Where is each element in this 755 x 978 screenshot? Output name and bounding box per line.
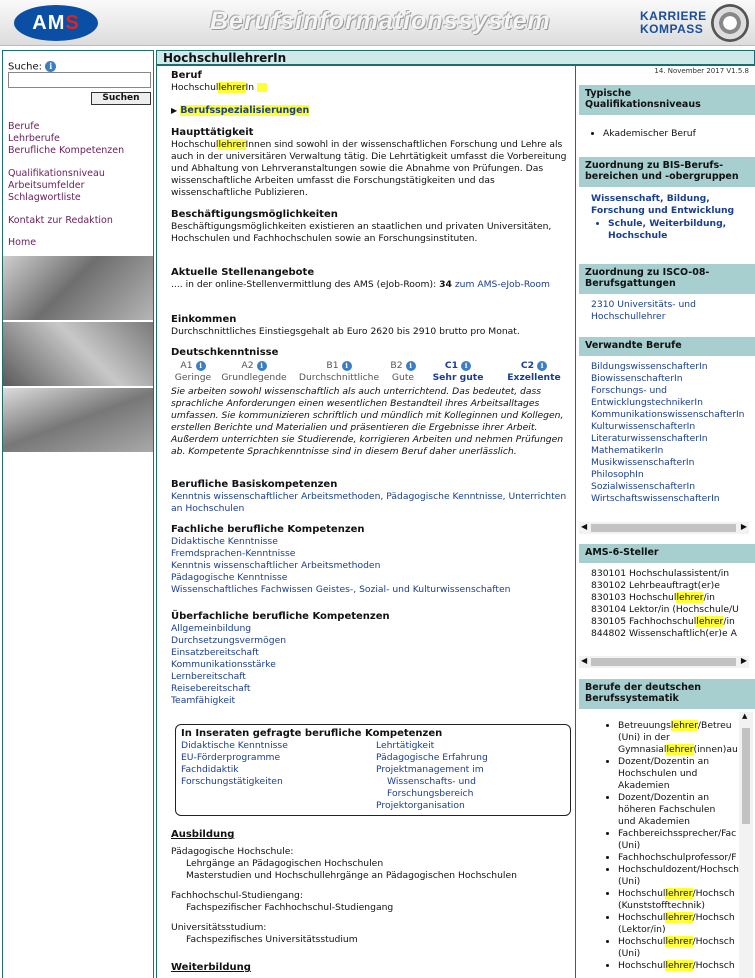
scroll-right-icon[interactable]: ▶ bbox=[740, 522, 747, 531]
level-c2: C2 i Exzellente bbox=[507, 360, 561, 383]
verwandt-item[interactable]: EntwicklungstechnikerIn bbox=[591, 397, 703, 408]
ams6-item[interactable]: 830104 Lektor/in (Hochschule/U bbox=[591, 604, 739, 615]
systematik-item[interactable]: • Fachhochschulprofessor/F bbox=[618, 852, 739, 864]
verwandt-item[interactable]: LiteraturwissenschafterIn bbox=[591, 433, 708, 444]
ams6-list bbox=[591, 568, 755, 640]
scroll-thumb[interactable] bbox=[742, 728, 750, 824]
level-a2: A2 i Grundlegende bbox=[221, 360, 287, 383]
info-icon[interactable]: i bbox=[342, 361, 352, 371]
scroll-thumb[interactable] bbox=[591, 524, 736, 532]
beruf-heading: Beruf bbox=[171, 70, 202, 81]
level-b2: B2 i Gute bbox=[390, 360, 415, 383]
systematik-scrollbar[interactable] bbox=[739, 712, 753, 978]
besch-text: Beschäftigungsmöglichkeiten existieren an staatlichen und privaten Universitäten, Hochschulen und Fachhochschulen sowie an Forschungsinstituten. bbox=[171, 221, 552, 244]
scroll-left-icon[interactable]: ◀ bbox=[581, 656, 588, 665]
deutsch-heading: Deutschkenntnisse bbox=[171, 347, 279, 358]
ueber-item[interactable]: Einsatzbereitschaft bbox=[171, 647, 259, 658]
ausb-group-title: Pädagogische Hochschule: bbox=[171, 846, 294, 857]
systematik-item[interactable]: • Hochschullehrer/Hochsch bbox=[618, 960, 739, 972]
ueber-item[interactable]: Allgemeinbildung bbox=[171, 623, 252, 634]
ams6-item[interactable]: 830102 Lehrbeauftragt(er)e bbox=[591, 580, 720, 591]
verwandt-item[interactable]: BiowissenschafterIn bbox=[591, 373, 683, 384]
inserate-item[interactable]: EU-Förderprogramme bbox=[181, 752, 281, 763]
photo-group bbox=[3, 388, 153, 452]
karriere-kompass-logo[interactable]: KARRIERE KOMPASS bbox=[640, 9, 707, 36]
eink-text: Durchschnittliches Einstiegsgehalt ab Euro 2620 bis 2910 brutto pro Monat. bbox=[171, 326, 520, 337]
inserate-item[interactable]: Projektorganisation bbox=[376, 800, 465, 811]
verwandt-item[interactable]: SozialwissenschafterIn bbox=[591, 481, 696, 492]
systematik-item[interactable]: • Fachbereichssprecher/Fac (Uni) bbox=[618, 828, 739, 852]
sidebar-item-kompetenzen[interactable]: Berufliche Kompetenzen bbox=[8, 145, 125, 156]
ams6-item[interactable]: 844802 Wissenschaftlich(er)e A bbox=[591, 628, 737, 639]
inserate-item[interactable]: Fachdidaktik bbox=[181, 764, 239, 775]
triangle-icon: ▶ bbox=[171, 106, 178, 115]
sidebar-item-qualifikationsniveau[interactable]: Qualifikationsniveau bbox=[8, 168, 105, 179]
ams6-item[interactable]: 830103 Hochschullehrer/in bbox=[591, 592, 715, 603]
stellen-heading: Aktuelle Stellenangebote bbox=[171, 267, 315, 278]
sidebar-item-schlagwortliste[interactable]: Schlagwortliste bbox=[8, 192, 81, 203]
bis-main[interactable]: Wissenschaft, Bildung, Forschung und Entwicklung bbox=[591, 193, 735, 216]
inserate-item[interactable]: Didaktische Kenntnisse bbox=[181, 740, 288, 751]
weiterbildung-heading: Weiterbildung bbox=[171, 962, 251, 973]
isco-heading: Zuordnung zu ISCO-08-Berufsgattungen bbox=[579, 264, 755, 294]
ejob-link[interactable]: zum AMS-eJob-Room bbox=[454, 279, 550, 290]
beruf-name: HochschullehrerIn bbox=[171, 82, 571, 94]
scroll-left-icon[interactable]: ◀ bbox=[581, 522, 588, 531]
ausb-item: Lehrgänge an Pädagogischen Hochschulen bbox=[186, 858, 384, 869]
fach-item[interactable]: Wissenschaftliches Fachwissen Geistes-, Sozial- und Kulturwissenschaften bbox=[171, 584, 511, 595]
sidebar-item-arbeitsumfelder[interactable]: Arbeitsumfelder bbox=[8, 180, 85, 191]
inserate-item[interactable]: Lehrtätigkeit bbox=[376, 740, 435, 751]
systematik-item[interactable]: • Betreuungslehrer/Betreu (Uni) in der Gymnasiallehrer(innen)au bbox=[618, 720, 739, 756]
isco-item[interactable]: 2310 Universitäts- und Hochschullehrer bbox=[591, 299, 696, 322]
verwandt-heading: Verwandte Berufe bbox=[579, 337, 755, 356]
level-c1: C1 i Sehr gute bbox=[432, 360, 484, 383]
systematik-item[interactable]: • Hochschullehrer/Hochsch (Lektor/in) bbox=[618, 912, 739, 936]
photo-lecture bbox=[3, 256, 153, 320]
qual-list bbox=[591, 128, 755, 140]
search-input[interactable] bbox=[8, 72, 151, 88]
marker-icon bbox=[257, 83, 267, 92]
info-icon[interactable]: i bbox=[537, 361, 547, 371]
system-title: Berufsinformationssystem bbox=[210, 7, 551, 35]
search-button[interactable]: Suchen bbox=[91, 92, 151, 105]
ausbildung-heading: Ausbildung bbox=[171, 829, 235, 840]
search-label: Suche: i bbox=[8, 61, 56, 73]
ausb-item: Masterstudien und Hochschullehrgänge an Pädagogischen Hochschulen bbox=[186, 870, 517, 881]
inserate-item[interactable]: Projektmanagement im bbox=[376, 764, 484, 775]
ausb-item: Fachspezifischer Fachhochschul-Studiengang bbox=[186, 902, 394, 913]
ueber-item[interactable]: Lernbereitschaft bbox=[171, 671, 246, 682]
ams6-item[interactable]: 830105 Fachhochschullehrer/in bbox=[591, 616, 735, 627]
photo-collage bbox=[3, 256, 153, 453]
haupt-text: HochschullehrerInnen sind sowohl in der wissenschaftlichen Forschung und Lehre als auch in der universitären Verwaltung tätig. Die Lehrtätigkeit umfasst die Vorbereitung und Abhaltung von Lehrveranstaltungen sowie die Abnahme von Prüfungen. Das wissenschaftliche Arbeiten umfasst die Forschungstätigkeiten und das wissenschaftliche Publizieren. bbox=[171, 139, 567, 198]
sidebar-item-home[interactable]: Home bbox=[8, 237, 37, 248]
verwandt-item[interactable]: Forschungs- und bbox=[591, 385, 667, 396]
qual-heading: Typische Qualifikationsniveaus bbox=[579, 85, 755, 115]
ueber-item[interactable]: Kommunikationsstärke bbox=[171, 659, 276, 670]
version-label: 14. November 2017 V1.5.8 bbox=[654, 67, 749, 75]
fach-item[interactable]: Pädagogische Kenntnisse bbox=[171, 572, 288, 583]
compass-icon bbox=[711, 4, 749, 42]
verwandt-item[interactable]: BildungswissenschafterIn bbox=[591, 361, 708, 372]
fach-item[interactable]: Didaktische Kenntnisse bbox=[171, 536, 278, 547]
ams6-heading: AMS-6-Steller bbox=[579, 544, 755, 563]
right-sidebar bbox=[575, 66, 755, 978]
level-a1: A1 i Geringe bbox=[174, 360, 212, 383]
sidebar-item-lehrberufe[interactable]: Lehrberufe bbox=[8, 133, 60, 144]
systematik-item[interactable]: • Hochschullehrer/Hochsch (Kunststofftechnik) bbox=[618, 888, 739, 912]
basis-text[interactable]: Kenntnis wissenschaftlicher Arbeitsmethoden, Pädagogische Kenntnisse, Unterrichten an Hochschulen bbox=[171, 491, 567, 514]
verwandt-item[interactable]: MusikwissenschafterIn bbox=[591, 457, 695, 468]
fach-item[interactable]: Fremdsprachen-Kenntnisse bbox=[171, 548, 296, 559]
systematik-list bbox=[606, 720, 739, 972]
ams-logo[interactable]: AMS bbox=[14, 5, 98, 41]
verwandt-item[interactable]: PhilosophIn bbox=[591, 469, 644, 480]
level-b1: B1 i Durchschnittliche bbox=[298, 360, 380, 383]
verwandt-item[interactable]: KommunikationswissenschafterIn bbox=[591, 409, 745, 420]
ausb-item: Fachspezifisches Universitätsstudium bbox=[186, 934, 358, 945]
info-icon[interactable]: i bbox=[406, 361, 416, 371]
ueber-item[interactable]: Durchsetzungsvermögen bbox=[171, 635, 287, 646]
ausb-group-title: Universitätsstudium: bbox=[171, 922, 267, 933]
verwandt-item[interactable]: WirtschaftswissenschafterIn bbox=[591, 493, 720, 504]
ausb-group-title: Fachhochschul-Studiengang: bbox=[171, 890, 303, 901]
bis-heading: Zuordnung zu BIS-Berufs-bereichen und -obergruppen bbox=[579, 157, 755, 187]
inserate-item[interactable]: Forschungsbereich bbox=[387, 788, 474, 799]
haupt-heading: Haupttätigkeit bbox=[171, 127, 254, 138]
eink-heading: Einkommen bbox=[171, 314, 237, 325]
main-content bbox=[156, 66, 574, 978]
ueber-item[interactable]: Teamfähigkeit bbox=[171, 695, 236, 706]
inserate-box bbox=[175, 724, 571, 816]
verwandt-list bbox=[591, 361, 755, 505]
spez-toggle[interactable] bbox=[171, 105, 571, 116]
app-header bbox=[0, 0, 755, 46]
scroll-up-icon[interactable]: ▲ bbox=[742, 712, 748, 720]
verwandt-scrollbar[interactable] bbox=[579, 522, 749, 534]
systematik-item[interactable]: • Dozent/Dozentin an Hochschulen und Akademien bbox=[618, 756, 739, 792]
ams6-item[interactable]: 830101 Hochschulassistent/in bbox=[591, 568, 730, 579]
spez-link[interactable]: Berufsspezialisierungen bbox=[180, 105, 310, 116]
info-icon[interactable]: i bbox=[196, 361, 206, 371]
systematik-heading: Berufe der deutschen Berufssystematik bbox=[579, 679, 755, 709]
info-icon[interactable]: i bbox=[45, 61, 56, 72]
verwandt-item[interactable]: KulturwissenschafterIn bbox=[591, 421, 696, 432]
deutsch-text: Sie arbeiten sowohl wissenschaftlich als auch unterrichtend. Das bedeutet, dass sprachliche Anforderungen einen wesentlichen Bestandteil ihres Arbeitsalltages umfassen. Sie kommunizieren schriftlich und mündlich mit Kolleginnen und Kollegen, erstellen Berichte und Materialien und präsentieren die Ergebnisse ihrer Arbeit. Außerdem unterrichten sie Studierende, korrigieren Arbeiten und nehmen Prüfungen ab. Kompetente Sprachkenntnisse sind in diesem Beruf daher unerlässlich. bbox=[171, 386, 564, 457]
systematik-item[interactable]: • Hochschullehrer/Hochsch (Uni) bbox=[618, 936, 739, 960]
sidebar-item-berufe[interactable]: Berufe bbox=[8, 121, 40, 132]
systematik-item[interactable]: • Hochschuldozent/Hochsch (Uni) bbox=[618, 864, 739, 888]
verwandt-item[interactable]: MathematikerIn bbox=[591, 445, 664, 456]
scroll-right-icon[interactable]: ▶ bbox=[740, 656, 747, 665]
ueber-heading: Überfachliche berufliche Kompetenzen bbox=[171, 611, 390, 622]
sidebar bbox=[2, 50, 154, 978]
photo-lab bbox=[3, 322, 153, 386]
fach-heading: Fachliche berufliche Kompetenzen bbox=[171, 524, 365, 535]
basis-heading: Berufliche Basiskompetenzen bbox=[171, 479, 338, 490]
inserate-item[interactable]: Wissenschafts- und bbox=[387, 776, 476, 787]
fach-item[interactable]: Kenntnis wissenschaftlicher Arbeitsmethoden bbox=[171, 560, 381, 571]
info-icon[interactable]: i bbox=[257, 361, 267, 371]
systematik-item[interactable]: • Dozent/Dozentin an höheren Fachschulen und Akademien bbox=[618, 792, 739, 828]
bis-sub[interactable]: • Schule, Weiterbildung, Hochschule bbox=[608, 218, 746, 242]
inserate-heading: In Inseraten gefragte berufliche Kompetenzen bbox=[181, 728, 443, 739]
qual-item: • Akademischer Beruf bbox=[603, 128, 755, 140]
stellen-text: .... in der online-Stellenvermittlung des AMS (eJob-Room): 34 zum AMS-eJob-Room bbox=[171, 279, 550, 290]
sidebar-item-kontakt[interactable]: Kontakt zur Redaktion bbox=[8, 215, 113, 226]
inserate-item[interactable]: Forschungstätigkeiten bbox=[181, 776, 283, 787]
scroll-thumb[interactable] bbox=[591, 658, 736, 666]
ams6-scrollbar[interactable] bbox=[579, 656, 749, 668]
bis-sub-list bbox=[596, 218, 746, 242]
ueber-item[interactable]: Reisebereitschaft bbox=[171, 683, 251, 694]
page-title: HochschullehrerIn bbox=[156, 50, 755, 66]
info-icon[interactable]: i bbox=[461, 361, 471, 371]
besch-heading: Beschäftigungsmöglichkeiten bbox=[171, 209, 338, 220]
inserate-item[interactable]: Pädagogische Erfahrung bbox=[376, 752, 488, 763]
